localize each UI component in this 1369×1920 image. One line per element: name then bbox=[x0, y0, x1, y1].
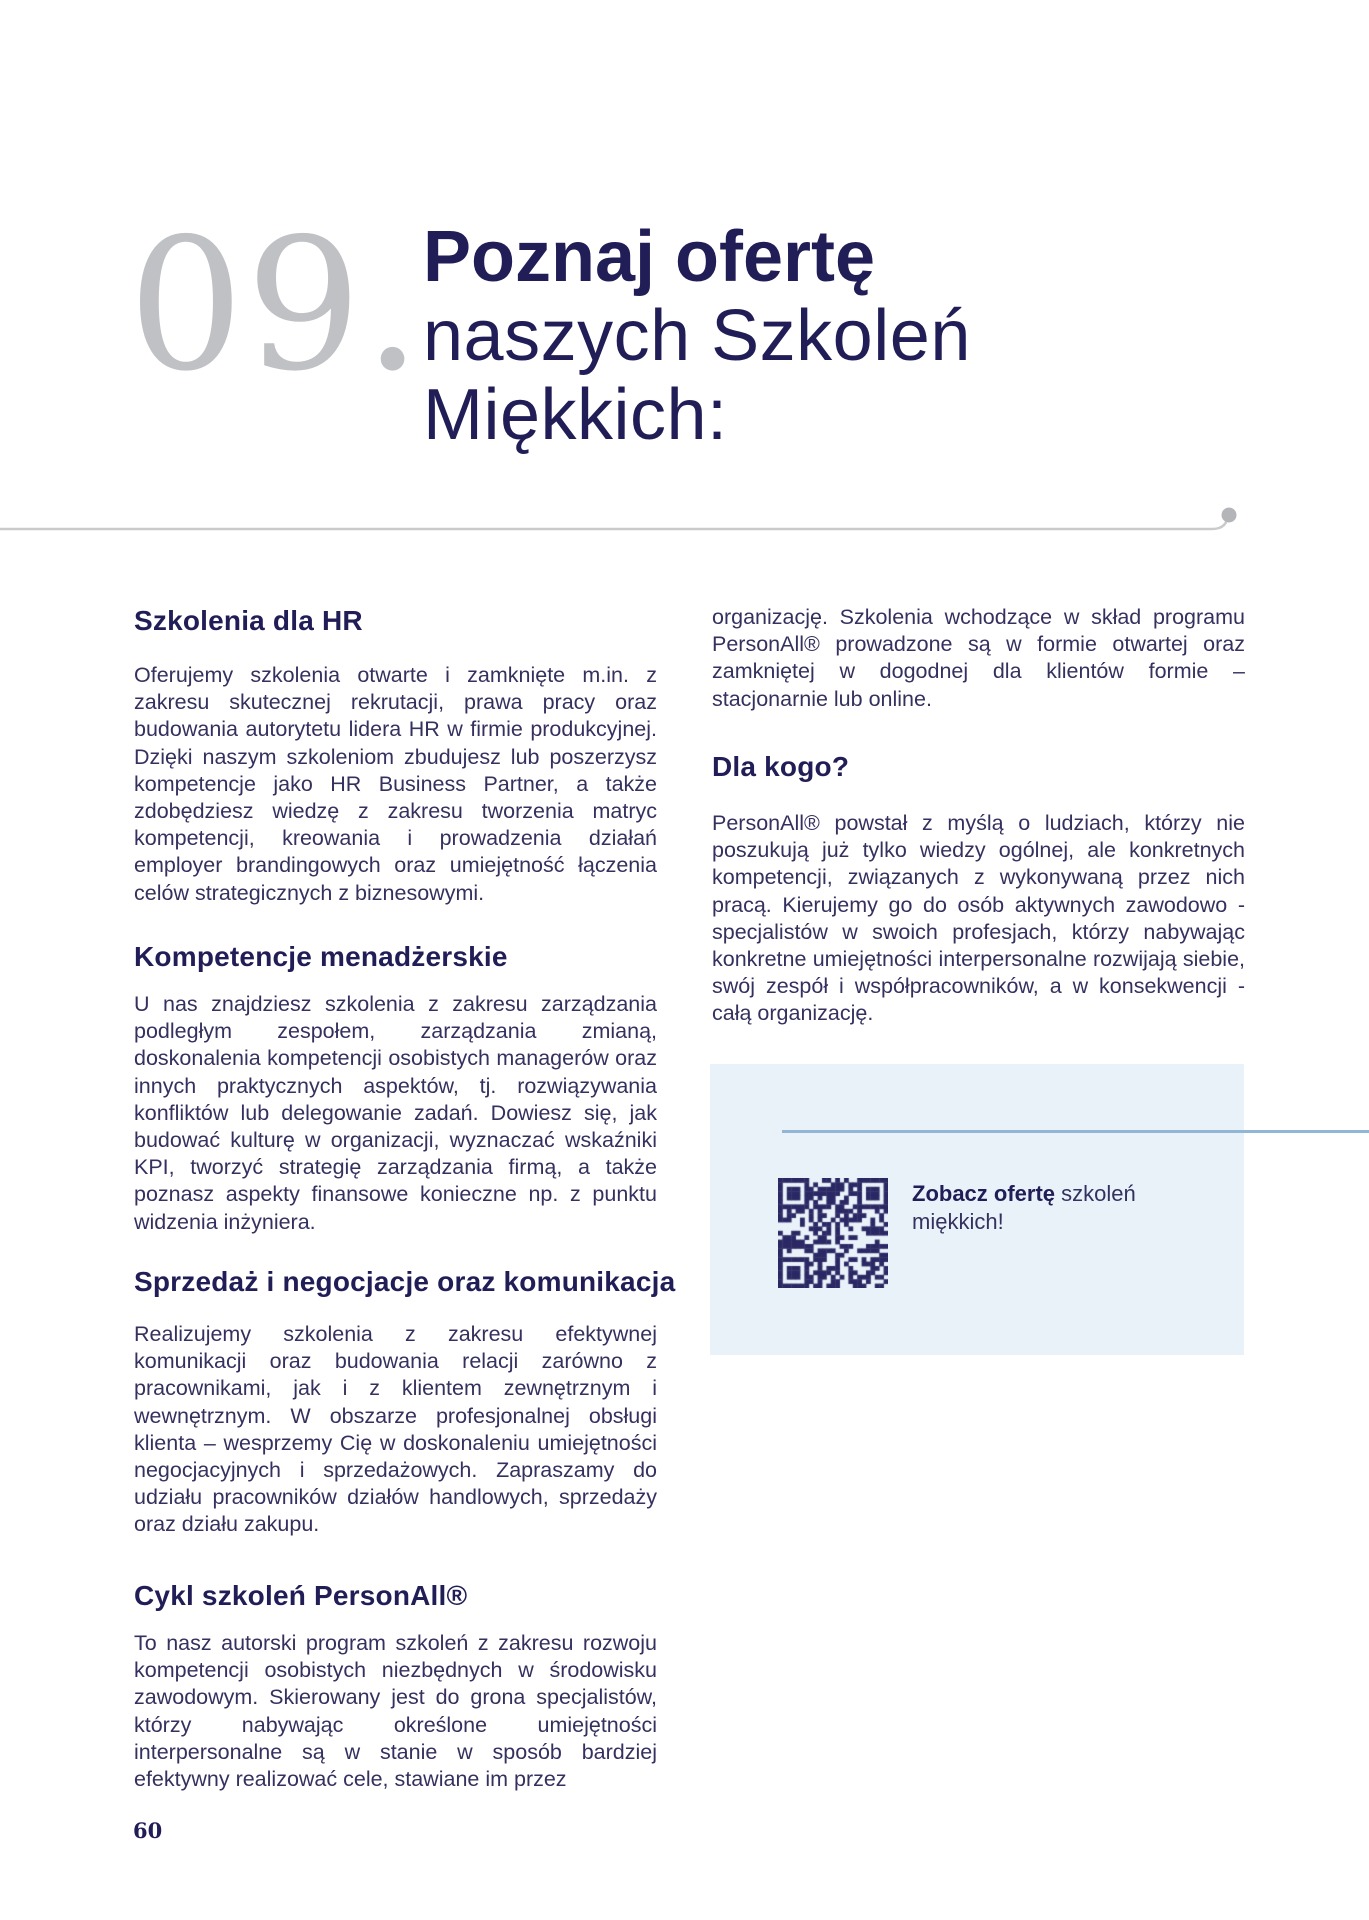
callout-text-line2: miękkich! bbox=[912, 1209, 1004, 1234]
divider-path bbox=[0, 513, 1228, 529]
callout-text-bold: Zobacz ofertę bbox=[912, 1181, 1056, 1206]
divider-dot bbox=[1222, 508, 1237, 523]
section-body-kompetencje-menadzerskie: U nas znajdziesz szkolenia z zakresu zarządzania podległym zespołem, zarządzania zmianą, doskonalenia kompetencji osobistych managerów oraz innych praktycznych aspektów, tj. rozwiązywania konfliktów lub delegowanie zadań. Dowiesz się, jak budować kulturę w organizacji, wyznaczać wskaźniki KPI, tworzyć strategię zarządzania firmą, a także poznasz aspekty finansowe konieczne np. z punktu widzenia inżyniera. bbox=[134, 992, 657, 1234]
section-heading-dla-kogo: Dla kogo? bbox=[712, 751, 850, 782]
section-heading-cykl-szkolen-personall: Cykl szkoleń PersonAll® bbox=[134, 1580, 468, 1611]
chapter-number: 09. bbox=[128, 199, 424, 411]
section-heading-szkolenia-dla-hr: Szkolenia dla HR bbox=[134, 605, 363, 636]
section-body-dla-kogo: PersonAll® powstał z myślą o ludziach, którzy nie poszukują już tylko wiedzy ogólnej, ale konkretnych kompetencji, związanych z wykonywaną przez nich pracą. Kierujemy go do osób aktywnych zawodowo - specjalistów w swoich profesjach, którzy nabywając konkretne umiejętności interpersonalne rozwijają siebie, swój zespół i współpracowników, a w konsekwencji - całą organizację. bbox=[712, 811, 1245, 1026]
callout-text bbox=[912, 1180, 1172, 1236]
page-title-line3: Miękkich: bbox=[423, 375, 728, 455]
section-body-szkolenia-dla-hr: Oferujemy szkolenia otwarte i zamknięte m.in. z zakresu skutecznej rekrutacji, prawa pracy oraz budowania autorytetu lidera HR w firmie produkcyjnej. Dzięki naszym szkoleniom zbudujesz lub poszerzysz kompetencje jako HR Business Partner, a także zdobędziesz wiedzę z zakresu tworzenia matryc kompetencji, kreowania i prowadzenia działań employer brandingowych oraz umiejętność łączenia celów strategicznych z biznesowymi. bbox=[134, 663, 657, 905]
section-heading-kompetencje-menadzerskie: Kompetencje menadżerskie bbox=[134, 941, 508, 972]
page-title-line1: Poznaj ofertę bbox=[423, 217, 876, 297]
section-heading-sprzedaz-negocjacje: Sprzedaż i negocjacje oraz komunikacja bbox=[134, 1266, 676, 1297]
callout-text-rest: szkoleń bbox=[1055, 1181, 1136, 1206]
divider-line bbox=[0, 498, 1250, 538]
page-title-line2: naszych Szkoleń bbox=[423, 296, 971, 376]
section-body-sprzedaz-negocjacje: Realizujemy szkolenia z zakresu efektywnej komunikacji oraz budowania relacji zarówno z pracownikami, jak i z klientem zewnętrznym i wewnętrznym. W obszarze profesjonalnej obsługi klienta – wesprzemy Cię w doskonaleniu umiejętności negocjacyjnych i sprzedażowych. Zapraszamy do udziału pracowników działów handlowych, sprzedaży oraz działu zakupu. bbox=[134, 1322, 657, 1537]
callout-accent-line bbox=[782, 1130, 1369, 1133]
section-body-cykl-szkolen-personall: To nasz autorski program szkoleń z zakresu rozwoju kompetencji osobistych niezbędnych w środowisku zawodowym. Skierowany jest do grona specjalistów, którzy nabywając określone umiejętności interpersonalne są w stanie w sposób bardziej efektywny realizować cele, stawiane im przez bbox=[134, 1631, 657, 1792]
page-title bbox=[423, 218, 971, 455]
callout-text-line1 bbox=[912, 1180, 1172, 1208]
qr-code bbox=[778, 1178, 888, 1288]
right-column-intro-paragraph: organizację. Szkolenia wchodzące w skład programu PersonAll® prowadzone są w formie otwartej oraz zamkniętej w dogodnej dla klientów formie – stacjonarnie lub online. bbox=[712, 605, 1245, 711]
page-number: 60 bbox=[133, 1818, 163, 1843]
